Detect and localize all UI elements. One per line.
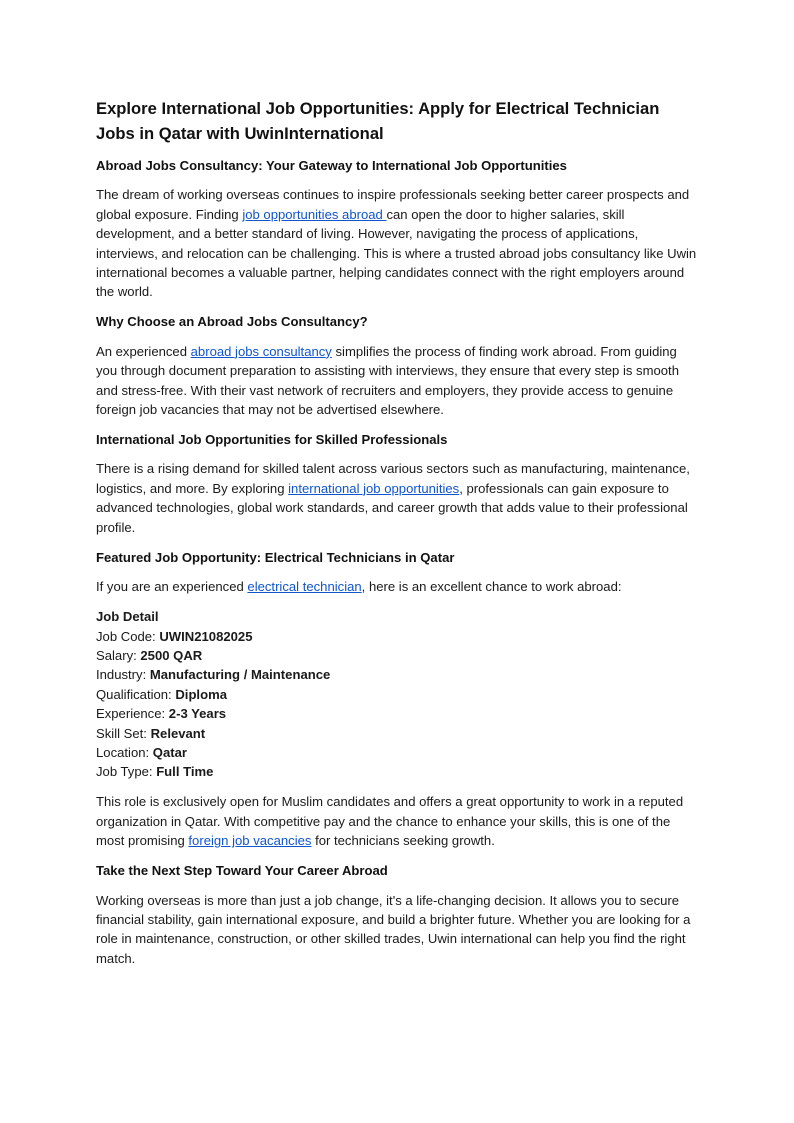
- paragraph-skilled-professionals: There is a rising demand for skilled talent across various sectors such as manufacturing, maintenance, logistics, and more. By exploring international job opportunities, professionals can gain exposure to advanced technologies, global work standards, and career growth that adds value to their professional profile.: [96, 461, 690, 535]
- job-detail-row: Qualification: Diploma: [96, 686, 227, 702]
- paragraph-featured-job: If you are an experienced electrical technician, here is an excellent chance to work abroad:: [96, 579, 622, 595]
- section-heading-next-step: Take the Next Step Toward Your Career Abroad: [96, 863, 388, 879]
- job-detail-row: Industry: Manufacturing / Maintenance: [96, 667, 331, 683]
- section-heading-why-choose: Why Choose an Abroad Jobs Consultancy?: [96, 314, 368, 330]
- job-detail-row: Experience: 2-3 Years: [96, 706, 227, 722]
- link-international-job-opportunities[interactable]: international job opportunities: [288, 480, 460, 496]
- paragraph-role-description: This role is exclusively open for Muslim candidates and offers a great opportunity to work in a reputed organization in Qatar. With competitive pay and the chance to enhance your skills, this is one of the most promising foreign job vacancies for technicians seeking growth.: [96, 794, 684, 849]
- document-page: [96, 96, 700, 979]
- job-detail-row: Salary: 2500 QAR: [96, 647, 203, 663]
- paragraph-why-choose: An experienced abroad jobs consultancy simplifies the process of finding work abroad. From guiding you through document preparation to assisting with interviews, they ensure that every step is smooth and stress-free. With their vast network of recruiters and employers, they provide access to genuine foreign job vacancies that may not be advertised elsewhere.: [96, 343, 679, 418]
- paragraph-intro: The dream of working overseas continues to inspire professionals seeking better career prospects and global exposure. Finding job opportunities abroad can open the door to higher salaries, skill development, and a better standard of living. However, navigating the process of applications, interviews, and relocation can be challenging. This is where a trusted abroad jobs consultancy like Uwin international becomes a valuable partner, helping candidates connect with the right employers around the world.: [96, 187, 697, 300]
- section-heading-skilled-professionals: International Job Opportunities for Skilled Professionals: [96, 432, 448, 448]
- section-heading-featured-job: Featured Job Opportunity: Electrical Technicians in Qatar: [96, 549, 455, 565]
- job-detail-row: Job Type: Full Time: [96, 764, 214, 780]
- paragraph-next-step: Working overseas is more than just a job change, it's a life-changing decision. It allows you to secure financial stability, gain international exposure, and build a brighter future. Whether you are looking for a role in maintenance, construction, or other skilled trades, Uwin international can help you find the right match.: [96, 892, 691, 966]
- section-heading-abroad-consultancy: Abroad Jobs Consultancy: Your Gateway to International Job Opportunities: [96, 158, 567, 173]
- job-detail-row: Skill Set: Relevant: [96, 725, 206, 741]
- job-detail-heading: Job Detail: [96, 609, 159, 625]
- link-foreign-job-vacancies[interactable]: foreign job vacancies: [188, 833, 312, 849]
- link-electrical-technician[interactable]: electrical technician: [247, 579, 362, 595]
- link-abroad-jobs-consultancy[interactable]: abroad jobs consultancy: [190, 343, 332, 359]
- job-detail-row: Location: Qatar: [96, 744, 187, 760]
- page-title: Explore International Job Opportunities: Apply for Electrical Technician Jobs in Qatar with UwinInternational: [96, 99, 660, 143]
- job-detail-block: [96, 607, 700, 782]
- link-job-opportunities-abroad[interactable]: job opportunities abroad: [242, 206, 387, 222]
- job-detail-row: Job Code: UWIN21082025: [96, 628, 253, 644]
